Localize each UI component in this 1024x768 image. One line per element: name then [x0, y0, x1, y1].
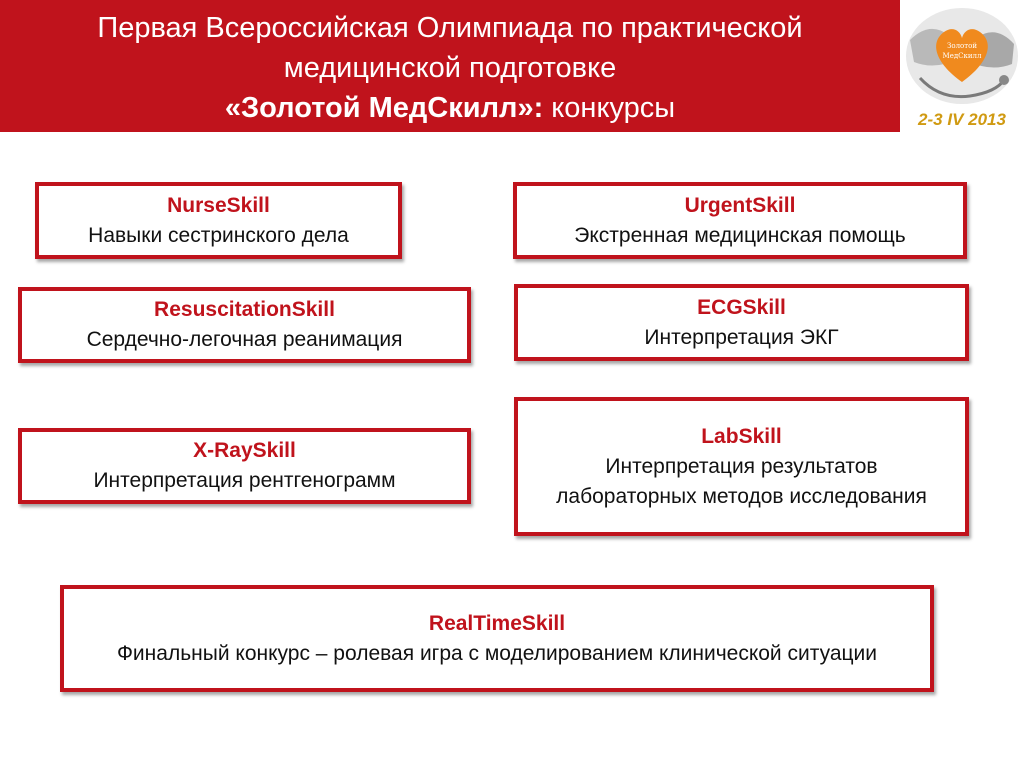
- hands-heart-logo-icon: [900, 0, 1024, 108]
- title-line-1: Первая Всероссийская Олимпиада по практической: [97, 12, 803, 44]
- card-desc: Экстренная медицинская помощь: [574, 223, 906, 247]
- card-desc: Финальный конкурс – ролевая игра с моделированием клинической ситуации: [116, 641, 878, 665]
- card-realtimeskill: [60, 585, 934, 692]
- card-name: RealTimeSkill: [428, 611, 566, 635]
- card-xrayskill: [18, 428, 471, 504]
- card-name: ECGSkill: [697, 295, 786, 319]
- event-date: 2-3 IV 2013: [900, 108, 1024, 132]
- logo-text-1: Золотой: [947, 42, 977, 50]
- card-name: UrgentSkill: [684, 193, 796, 217]
- card-name: X-RaySkill: [193, 439, 296, 462]
- card-labskill: [514, 397, 969, 536]
- title-line-2: медицинской подготовке: [283, 52, 617, 84]
- olympiad-logo: [900, 0, 1024, 108]
- card-desc: Сердечно-легочная реанимация: [86, 328, 403, 351]
- title-banner: [0, 0, 900, 132]
- card-ecgskill: [514, 284, 969, 361]
- title-suffix: конкурсы: [543, 92, 676, 124]
- logo-text-2: МедСкилл: [942, 52, 982, 60]
- card-desc: Интерпретация результатов лабораторных методов исследования: [556, 454, 927, 508]
- title-line-3: [0, 88, 900, 128]
- card-name: ResuscitationSkill: [154, 298, 335, 321]
- card-name: NurseSkill: [167, 193, 270, 217]
- card-desc: Интерпретация рентгенограмм: [93, 469, 396, 492]
- card-desc: Навыки сестринского дела: [88, 223, 349, 247]
- card-resuscitationskill: [18, 287, 471, 363]
- card-name: LabSkill: [701, 424, 782, 448]
- card-urgentskill: [513, 182, 967, 259]
- page-title: [0, 8, 900, 128]
- card-desc: Интерпретация ЭКГ: [644, 325, 839, 349]
- title-olympiad-name: «Золотой МедСкилл»:: [224, 92, 544, 124]
- card-nurseskill: [35, 182, 402, 259]
